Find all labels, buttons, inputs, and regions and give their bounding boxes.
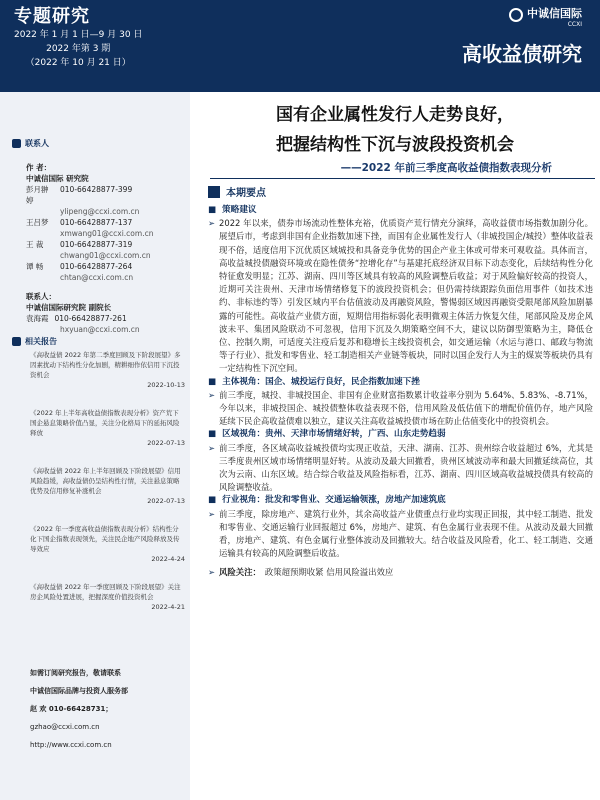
subscription-dept: 中诚信国际品牌与投资人服务部: [30, 687, 128, 695]
contact-name: 袁海霞: [26, 314, 49, 323]
bullet-square-icon: ■: [208, 495, 217, 506]
author-entry: [26, 261, 186, 283]
related-report-item[interactable]: [30, 582, 185, 612]
contacts-heading: [12, 138, 49, 149]
related-report-date: 2022-07-13: [147, 439, 185, 447]
related-report-date: 2022-4-24: [151, 555, 185, 563]
authors-label: 作 者：: [26, 163, 52, 172]
related-report-item[interactable]: [30, 350, 185, 390]
title-line: 把握结构性下沉与波段投资机会: [276, 135, 514, 155]
contact-phone: 010-66428877-261: [54, 314, 127, 323]
author-name: 谭 畅: [26, 262, 44, 271]
bullet-square-icon: ■: [208, 429, 217, 440]
author-name: 王 裁: [26, 240, 44, 249]
date-range: 2022 年 1 月 1 日—9 月 30 日: [14, 30, 143, 40]
risk-note: [208, 566, 593, 579]
author-entry: [26, 217, 186, 239]
author-phone: 010-66428877-399: [60, 185, 133, 194]
point-paragraph: 前三季度，城投、非城投国企、非国有企业财富指数累计收益率分别为 5.64%、5.83%、-8.71%，今年以来，非城投国企、城投债整体收益表现不俗，信用风险及低估值下的增配价值仍存，地产风险延续下民企高收益债难以独立，建议关注高收益城投债市场在防止估值变化中的投资机会。: [219, 389, 593, 427]
series-title: 专题研究: [14, 6, 90, 27]
publish-date: （2022 年 10 月 21 日）: [25, 58, 131, 68]
point-heading: 区域视角：贵州、天津市场情绪好转，广西、山东走势趋弱: [222, 429, 446, 440]
logo-name: 中诚信国际: [527, 7, 582, 20]
subscription-contact: 赵 欢 010-66428731；: [30, 705, 113, 713]
point-heading: 行业视角：批发和零售业、交通运输领涨，房地产加速筑底: [222, 495, 446, 506]
related-report-item[interactable]: [30, 408, 185, 448]
person-icon: [12, 139, 21, 148]
logo-icon: [509, 8, 523, 22]
point-paragraph: 2022 年以来，债券市场流动性整体充裕，优质资产荒行情充分演绎，高收益债市场指数加剧分化。展望后市，考虑到非国有企业指数加速下挫，而国有企业属性发行人（非城投国企/城投）整体收益表现不俗，适度信用下沉优质区域城投和具备竞争优势的国企产业主体或可带来可观收益。具体而言，高收益城投债融资环境或在隐性债务“控增化存”与基建托底经济双目标下动态变化，后续结构性分化特征愈发明显；江苏、湖南、四川等区域具有较高的风险调整后收益；对于风险偏好较高的投资人，近期可关注贵州、天津市场情绪修复下的波段投资机会；但仍需持续跟踪负面信用事件（如技术违约、非标违约等）引发区域内平台估值波动及再融资风险，警惕弱区域因再融资受限尾部风险加剧暴露的可能性。高收益产业债方面，短期信用指标弱化表明微观主体活力恢复欠佳，尾部风险及房企风波未平、集团风险联动不可忽视，信用下沉及久期策略空间不大，建议以防御型策略为主，降低仓位、控制久期，可适度关注疫后复苏和稳增长主线投资机会，如交通运输（水运与港口、邮政与物流等子行业）、批发和零售业、轻工制造相关产业链等板块，同时以国企发行人为主的煤炭等板块仍具有一定结构性下沉空间。: [219, 218, 593, 374]
point-paragraph: 前三季度，各区域高收益城投债均实现正收益，天津、湖南、江苏、贵州综合收益超过 6%，尤其是三季度贵州区域市场情绪明显好转。从波动及最大回撤看，贵州区域波动率和最大回撤延续高位，其次为云南、山东区域。结合综合收益及风险指标看，江苏、湖南、四川区域高收益城投债具有较高的风险调整收益。: [219, 442, 593, 493]
related-report-title: 《2022 年上半年高收益债指数表现分析》资产荒下国企悬息策略价值凸显，关注分化格局下的延拓风险释放: [30, 409, 180, 437]
arrow-bullet-icon: ➢: [208, 567, 216, 578]
bullet-square-icon: ■: [208, 205, 217, 215]
contact-email[interactable]: hxyuan@ccxi.com.cn: [60, 325, 140, 334]
company-logo: [509, 2, 582, 28]
risk-text: 政策超预期收紧 信用风险溢出效应: [264, 567, 394, 578]
related-reports: [30, 350, 185, 630]
header-banner: [0, 0, 600, 92]
point-heading: 主体视角：国企、城投运行良好，民企指数加速下挫: [222, 376, 420, 387]
page-title: [200, 100, 590, 160]
author-phone: 010-66428877-319: [60, 240, 133, 249]
subscription-email[interactable]: gzhao@ccxi.com.cn: [30, 723, 100, 731]
author-email[interactable]: chwang01@ccxi.com.cn: [60, 251, 151, 260]
point-heading: 策略建议: [222, 205, 257, 215]
related-report-date: 2022-07-13: [147, 497, 185, 505]
related-report-title: 《高收益债 2022 年上半年回顾及下阶段展望》信用风险趋缓，高收益债仍呈结构性行情，关注悬息策略优势及信用修复补涨机会: [30, 467, 181, 495]
subscription-info: [30, 664, 180, 754]
report-type: 高收益债研究: [462, 42, 582, 66]
author-email[interactable]: chtan@ccxi.com.cn: [60, 273, 134, 282]
author-phone: 010-66428877-137: [60, 218, 133, 227]
point-block: [208, 494, 593, 560]
authors-org: 中诚信国际 研究院: [26, 174, 89, 183]
arrow-bullet-icon: ➢: [208, 442, 216, 453]
related-report-title: 《高收益债 2022 年第二季度回顾及下阶段展望》多因素扰动下结构性分化加剧，精耕细作依信用下沉投资机会: [30, 351, 181, 379]
related-heading: [12, 336, 57, 347]
contact-label: 联系人：: [26, 292, 56, 301]
related-report-date: 2022-10-13: [147, 381, 185, 389]
point-paragraph: 前三季度，除房地产、建筑行业外，其余高收益产业债重点行业均实现正回报，其中轻工制造、批发和零售业、交通运输行业回报超过 6%，房地产、建筑、有色金属行业表现不佳。从波动及最大回撤看，房地产、建筑、有色金属行业整体波动及回撤较大。结合收益及风险看，化工、轻工制造、交通运输具有较高的风险调整后收益。: [219, 508, 593, 559]
author-name: 王吕梦: [26, 218, 49, 227]
page-subtitle: ——2022 年前三季度高收益债指数表现分析: [340, 162, 552, 174]
author-phone: 010-66428877-264: [60, 262, 133, 271]
related-report-title: 《2022 年一季度高收益债指数表现分析》结构性分化下国企指数表现领先，关注民企地产风险释放及传导效应: [30, 525, 180, 553]
section-icon: [208, 186, 220, 198]
arrow-bullet-icon: ➢: [208, 218, 216, 229]
author-email[interactable]: ylipeng@ccxi.com.cn: [60, 207, 140, 216]
point-block: [208, 428, 593, 494]
contact-org: 中诚信国际研究院 副院长: [26, 303, 112, 312]
author-email[interactable]: xmwang01@ccxi.com.cn: [60, 229, 154, 238]
author-name: 彭月翀婷: [26, 185, 49, 205]
document-icon: [12, 337, 21, 346]
bullet-square-icon: ■: [208, 376, 217, 387]
report-meta: [14, 0, 142, 70]
arrow-bullet-icon: ➢: [208, 508, 216, 519]
key-points-heading: [208, 184, 266, 199]
subscription-note: 如需订阅研究报告，敬请联系: [30, 669, 121, 677]
contacts-heading-label: 联系人: [25, 139, 49, 148]
related-report-item[interactable]: [30, 524, 185, 564]
point-block: [208, 376, 593, 429]
key-points: [208, 204, 593, 580]
divider: [210, 178, 595, 179]
logo-name-en: CCXI: [567, 21, 582, 28]
related-report-item[interactable]: [30, 466, 185, 506]
point-block: [208, 204, 593, 376]
related-report-date: 2022-4-21: [151, 603, 185, 611]
issue-number: 2022 年第 3 期: [46, 44, 111, 54]
contacts-block: [26, 162, 186, 335]
related-heading-label: 相关报告: [25, 337, 57, 346]
author-entry: [26, 239, 186, 261]
author-entry: [26, 184, 186, 217]
title-line: 国有企业属性发行人走势良好，: [276, 105, 514, 125]
risk-label: 风险关注：: [219, 567, 261, 578]
website-link[interactable]: http://www.ccxi.com.cn: [30, 741, 112, 749]
arrow-bullet-icon: ➢: [208, 389, 216, 400]
related-report-title: 《高收益债 2022 年一季度回顾及下阶段展望》关注房企风险处置进展，把握深度价值投资机会: [30, 583, 181, 601]
section-title: 本期要点: [226, 188, 266, 199]
